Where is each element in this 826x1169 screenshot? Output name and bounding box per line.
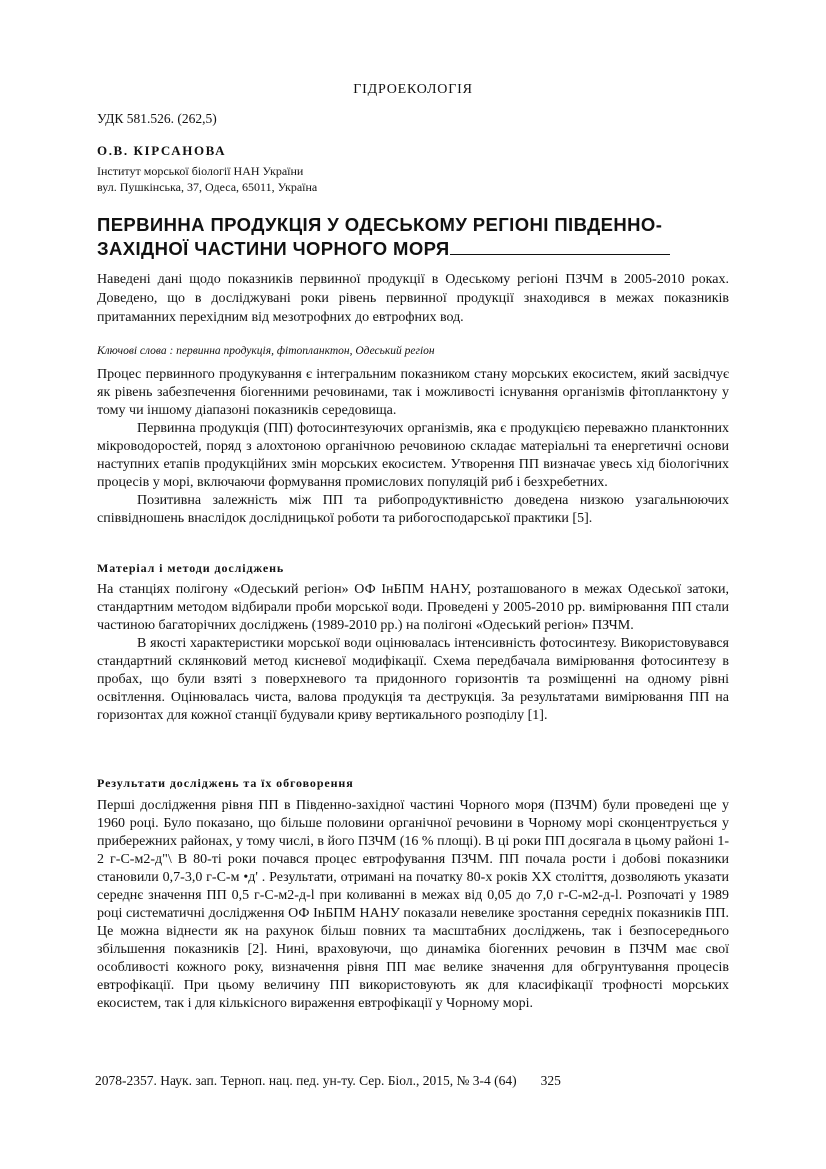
title-underline-rule: [450, 238, 670, 255]
keywords: Ключові слова : первинна продукція, фітопланктон, Одеський регіон: [97, 345, 435, 357]
results-paragraph-1: Перші дослідження рівня ПП в Південно-західної частині Чорного моря (ПЗЧМ) були проведені ще у 1960 році. Було показано, що більше половини органічної речовини в Чорному морі сконцентрується у прибережних районах, у тому числі, в його ПЗЧМ (16 % площі). В ці роки ПП досягала в цьому районі 1-2 г-С-м2-д"\ В 80-ті роки почався процес евтрофування ПЗЧМ. ПП почала рости і добові показники становили 0,7-3,0 г-С-м •д' . Результати, отримані на початку 80-х років XX століття, дозволяють указати середнє значення ПП 0,5 г-С-м2-д-l при коливанні в межах від 0,05 до 7,0 г-С-м2-д-l. Розпочаті у 1989 році систематичні дослідження ОФ ІнБПМ НАНУ показали невелике зростання середніх показників ПП. Це можна віднести як на рахунок більш повних та масштабних досліджень, так і безпосереднього збільшення показників [2]. Нині, враховуючи, що динаміка біогенних речовин в ПЗЧМ має свої особливості кожного року, визначення рівня ПП має велике значення для обгрунтування процесів евтрофікації. При цьому величину ПП використовують як для класифікації трофності морських екосистем, так і для кількісного вираження евтрофікації у Чорному морі.: [97, 798, 729, 1011]
introduction: [97, 366, 729, 528]
abstract: Наведені дані щодо показників первинної продукції в Одеському регіоні ПЗЧМ в 2005-2010 роках. Доведено, що в досліджувані роки рівень первинної продукції знаходився в межах показників притаманних перехідним від мезотрофних до евтрофних вод.: [97, 272, 729, 325]
intro-paragraph-3: Позитивна залежність між ПП та рибопродуктивністю доведена низкою узагальнюючих співвідношень внаслідок дослідницької роботи та рибогосподарської практики [5].: [97, 493, 729, 526]
intro-paragraph-1: Процес первинного продукування є інтегральним показником стану морських екосистем, який засвідчує як рівень забезпечення біогенними речовинами, так і можливості існування організмів фітопланктону у тому чи іншому діапазоні показників середовища.: [97, 367, 729, 418]
affiliation-address: вул. Пушкінська, 37, Одеса, 65011, Україна: [97, 180, 318, 194]
page-number: 325: [540, 1073, 561, 1088]
affiliation-line: Інститут морської біології НАН України: [97, 164, 304, 178]
author-affiliation: [97, 163, 317, 195]
intro-paragraph-2: Первинна продукція (ПП) фотосинтезуючих організмів, яка є продукцією переважно планктонних мікроводоростей, поряд з алохтоною органічною речовиною складає матеріальні та енергетичні основи наступних етапів продукційних змін морських екосистем. Утворення ПП визначає увесь хід біологічних процесів у морі, включаючи формування промислових популяцій риб і безхребетних.: [97, 421, 729, 490]
title-line-2-text: ЗАХІДНОЇ ЧАСТИНИ ЧОРНОГО МОРЯ: [97, 238, 450, 259]
methods-paragraph-1: На станціях полігону «Одеський регіон» ОФ ІнБПМ НАНУ, розташованого в межах Одеської затоки, стандартним методом відбирали проби морської води. Проведені у 2005-2010 рр. вимірювання ПП стали частиною багаторічних досліджень (1989-2010 рр.) на полігоні «Одеський регіон» ПЗЧМ.: [97, 582, 729, 633]
title-line-2: [97, 237, 737, 261]
title-line-1: ПЕРВИННА ПРОДУКЦІЯ У ОДЕСЬКОМУ РЕГІОНІ ПІВДЕННО-: [97, 214, 663, 235]
methods-section: [97, 581, 729, 725]
methods-heading: Матеріал і методи досліджень: [97, 561, 285, 575]
udk-code: УДК 581.526. (262,5): [97, 111, 217, 126]
methods-paragraph-2: В якості характеристики морської води оцінювалась інтенсивність фотосинтезу. Використовувався стандартний склянковий метод кисневої модифікації. Схема передбачала вимірювання фотосинтезу в пробах, що були взяті з поверхневого та придонного горизонтів та розміщенні на одному рівні освітлення. Оцінювалась чиста, валова продукція та деструкція. За результатами вимірювання ПП на горизонтах для кожної станції будували криву вертикального розподілу [1].: [97, 636, 729, 723]
results-heading: Результати досліджень та їх обговорення: [97, 776, 354, 790]
section-rubric: ГІДРОЕКОЛОГІЯ: [353, 82, 473, 97]
results-section: [97, 797, 729, 1013]
journal-citation: 2078-2357. Наук. зап. Терноп. нац. пед. ун-ту. Сер. Біол., 2015, № 3-4 (64): [95, 1073, 517, 1088]
page-footer: [95, 1073, 561, 1089]
author-name: О.В. КІРСАНОВА: [97, 143, 227, 158]
paper-title: [97, 213, 737, 261]
